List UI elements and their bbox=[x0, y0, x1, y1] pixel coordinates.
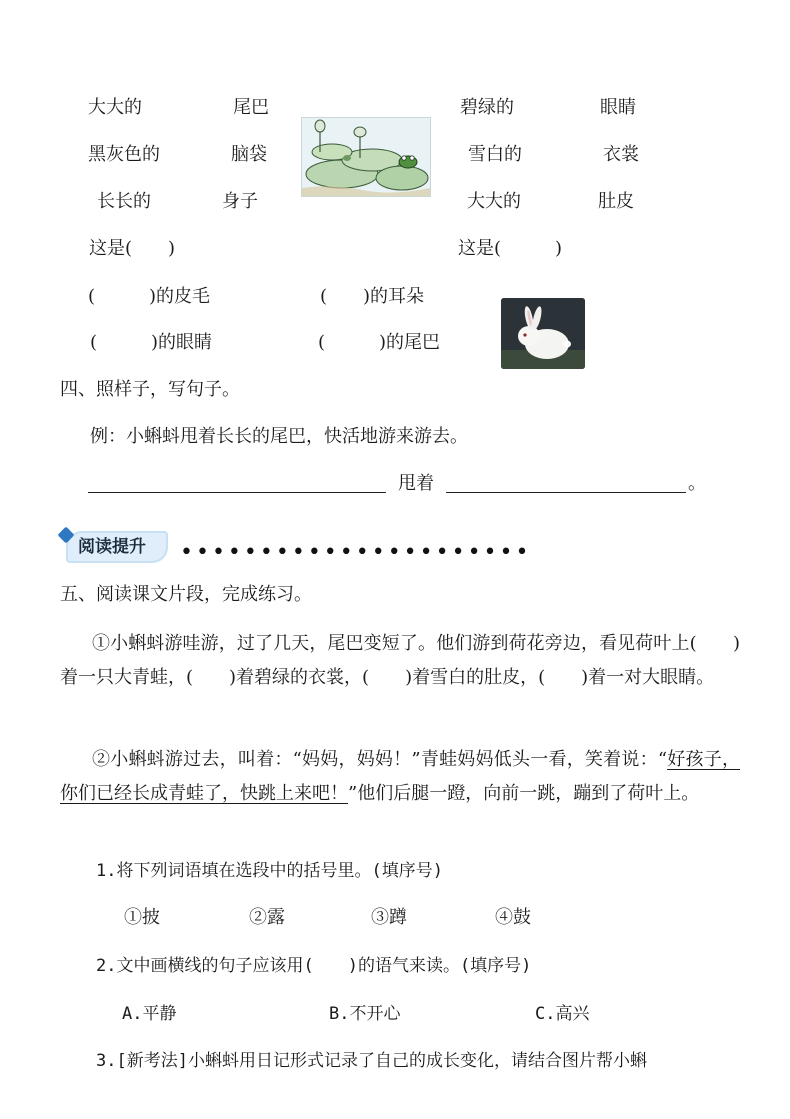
adj-big-2: 大大的 bbox=[467, 191, 521, 212]
rabbit-image bbox=[501, 298, 585, 369]
reading-paragraph-2 bbox=[60, 743, 740, 811]
rabbit-fur-blank: ( )的皮毛 bbox=[88, 286, 211, 307]
paragraph-1-text: ①小蝌蚪游哇游，过了几天，尾巴变短了。他们游到荷花旁边，看见荷叶上( )着一只大青蛙，( )着碧绿的衣裳，( )着雪白的肚皮，( )着一对大眼睛。 bbox=[60, 633, 740, 688]
reading-paragraph-1 bbox=[60, 627, 740, 695]
section4-example: 例：小蝌蚪甩着长长的尾巴，快活地游来游去。 bbox=[90, 426, 468, 447]
banner-dot-line: •••••••••••••••••••••• bbox=[180, 540, 532, 565]
rabbit-tail-blank: ( )的尾巴 bbox=[318, 332, 441, 353]
section5-heading: 五、阅读课文片段，完成练习。 bbox=[60, 584, 312, 605]
q1-option-3: ③蹲 bbox=[371, 907, 407, 928]
question-3: 3.[新考法]小蝌蚪用日记形式记录了自己的成长变化，请结合图片帮小蝌 bbox=[96, 1051, 647, 1071]
paragraph-2-underlined: 好孩子，你们已经长成青蛙了，快跳上来吧！ bbox=[60, 749, 740, 804]
question-1: 1.将下列词语填在选段中的括号里。(填序号) bbox=[96, 861, 443, 881]
sentence-end-punct: 。 bbox=[688, 473, 706, 494]
question-2: 2.文中画横线的句子应该用( )的语气来读。(填序号) bbox=[96, 956, 532, 976]
section4-heading: 四、照样子，写句子。 bbox=[60, 379, 240, 400]
rabbit-illustration bbox=[501, 298, 585, 369]
noun-tail: 尾巴 bbox=[233, 97, 269, 118]
adj-green: 碧绿的 bbox=[460, 97, 514, 118]
noun-clothes: 衣裳 bbox=[603, 144, 639, 165]
sentence-blank-left bbox=[88, 492, 386, 493]
adj-snow-white: 雪白的 bbox=[468, 144, 522, 165]
this-is-right: 这是( ) bbox=[458, 238, 563, 259]
q2-option-a: A.平静 bbox=[122, 1004, 177, 1024]
lotus-pond-illustration bbox=[302, 118, 430, 196]
noun-belly: 肚皮 bbox=[598, 191, 634, 212]
lotus-frog-image bbox=[301, 117, 431, 197]
rabbit-ears-blank: ( )的耳朵 bbox=[320, 286, 425, 307]
sentence-middle-word: 甩着 bbox=[398, 473, 434, 494]
q2-option-b: B.不开心 bbox=[329, 1004, 401, 1024]
noun-body: 身子 bbox=[222, 191, 258, 212]
sentence-blank-right bbox=[446, 492, 686, 493]
reading-banner-label: 阅读提升 bbox=[78, 537, 146, 557]
adj-big-1: 大大的 bbox=[88, 97, 142, 118]
rabbit-eyes-blank: ( )的眼睛 bbox=[90, 332, 213, 353]
this-is-left: 这是( ) bbox=[89, 238, 176, 259]
adj-dark-grey: 黑灰色的 bbox=[88, 144, 160, 165]
paragraph-2-start: ②小蝌蚪游过去，叫着：“妈妈，妈妈！”青蛙妈妈低头一看，笑着说：“ bbox=[92, 749, 668, 770]
q1-option-1: ①披 bbox=[124, 907, 160, 928]
q1-option-2: ②露 bbox=[249, 907, 285, 928]
adj-long: 长长的 bbox=[97, 191, 151, 212]
noun-head: 脑袋 bbox=[231, 144, 267, 165]
q2-option-c: C.高兴 bbox=[535, 1004, 590, 1024]
q1-option-4: ④鼓 bbox=[495, 907, 531, 928]
noun-eyes: 眼睛 bbox=[600, 97, 636, 118]
paragraph-2-end: ”他们后腿一蹬，向前一跳，蹦到了荷叶上。 bbox=[348, 783, 700, 804]
